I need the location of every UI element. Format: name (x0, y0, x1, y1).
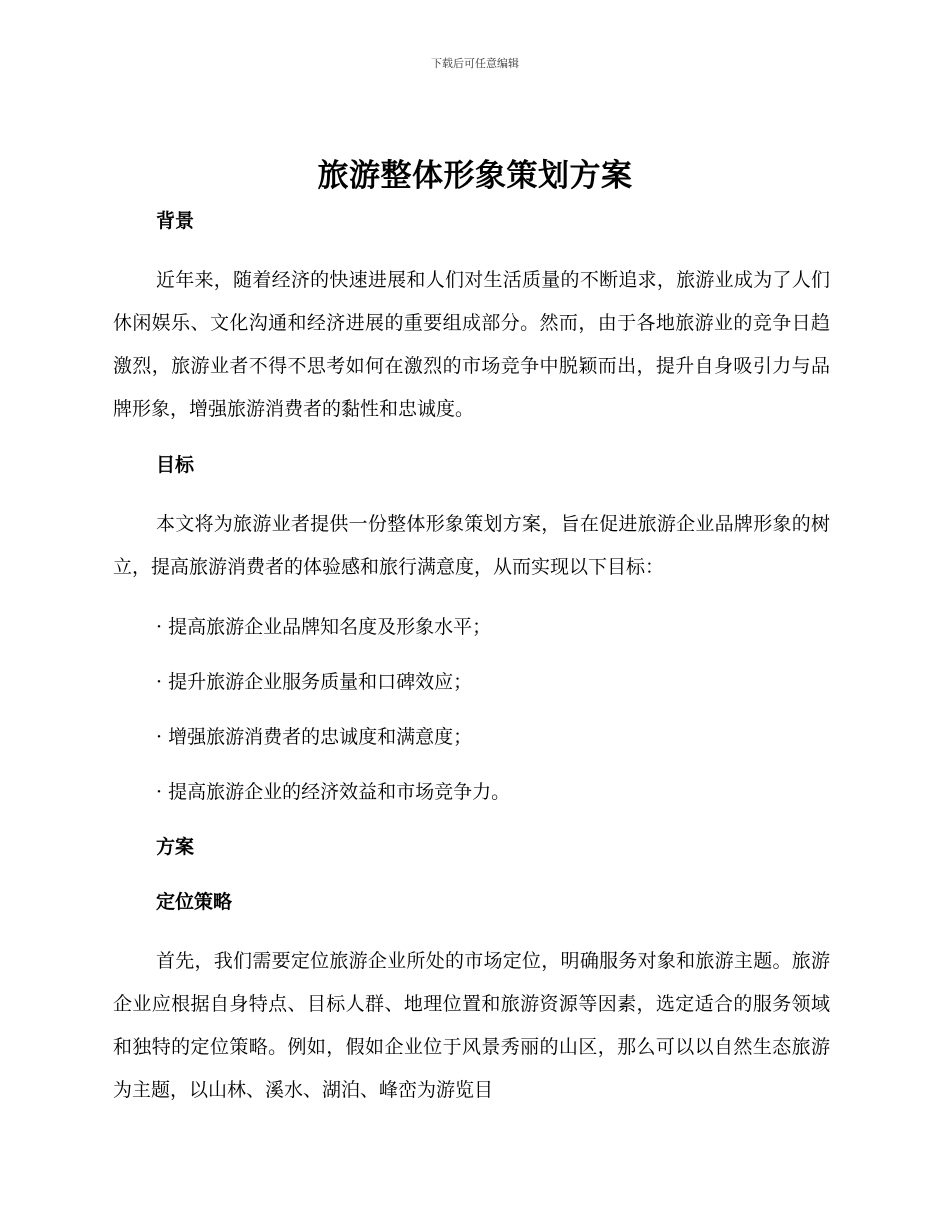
section-heading-plan: 方案 (156, 836, 195, 858)
goal-bullet-2: · 提升旅游企业服务质量和口碑效应； (156, 671, 473, 693)
goal-bullet-4: · 提高旅游企业的经济效益和市场竞争力。 (156, 781, 511, 803)
section-heading-goals: 目标 (156, 454, 195, 476)
subsection-heading-positioning: 定位策略 (156, 891, 233, 913)
paragraph-background: 近年来，随着经济的快速进展和人们对生活质量的不断追求，旅游业成为了人们休闲娱乐、文化沟通和经济进展的重要组成部分。然而，由于各地旅游业的竞争日趋激烈，旅游业者不得不思考如何在激烈的市场竞争中脱颖而出，提升自身吸引力与品牌形象，增强旅游消费者的黏性和忠诚度。 (113, 269, 830, 420)
goal-bullet-1: · 提高旅游企业品牌知名度及形象水平； (156, 616, 492, 638)
document-body (113, 203, 830, 1112)
paragraph-goals: 本文将为旅游业者提供一份整体形象策划方案，旨在促进旅游企业品牌形象的树立，提高旅游消费者的体验感和旅行满意度，从而实现以下目标： (113, 513, 830, 578)
document-title: 旅游整体形象策划方案 (317, 158, 633, 194)
goal-bullet-3: · 增强旅游消费者的忠诚度和满意度； (156, 726, 473, 748)
section-heading-background: 背景 (156, 210, 195, 232)
header-note: 下载后可任意编辑 (431, 57, 519, 70)
paragraph-positioning: 首先，我们需要定位旅游企业所处的市场定位，明确服务对象和旅游主题。旅游企业应根据自身特点、目标人群、地理位置和旅游资源等因素，选定适合的服务领域和独特的定位策略。例如，假如企业位于风景秀丽的山区，那么可以以自然生态旅游为主题，以山林、溪水、湖泊、峰峦为游览目 (113, 950, 830, 1101)
